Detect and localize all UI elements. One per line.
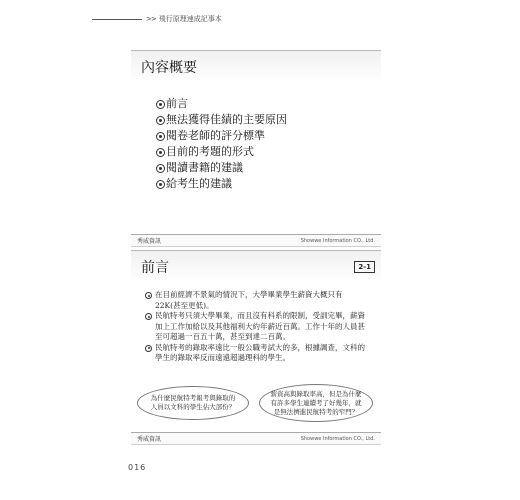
running-head-arrows: >> — [146, 15, 156, 23]
contents-item-label: 目前的考題的形式 — [166, 145, 254, 158]
running-head — [92, 12, 222, 26]
running-head-rule — [92, 19, 142, 20]
circle-bullet-icon — [156, 100, 165, 109]
footer-publisher: 秀威資訊 — [137, 238, 162, 245]
question-bubble-left: 為什麼民航特考報考與錄取的人員以文科的學生佔大部份？ — [137, 386, 249, 420]
circle-bullet-icon — [145, 292, 152, 299]
contents-item — [156, 112, 287, 128]
slide-introduction — [131, 250, 381, 445]
footer-company: Showwe Information CO., Ltd. — [300, 435, 375, 442]
bullet-text: 民航特考的錄取率遠比一般公職考試大的多，根據調查，文科的學生的錄取率反而遠遠超過理科的學生。 — [155, 342, 365, 362]
slide-header — [131, 50, 381, 82]
running-head-title: 飛行原理速成記事本 — [158, 15, 222, 23]
question-bubble-right: 薪資高與錄取率高，但是為什麼有許多學生連續考了好幾年，就是無法擠進民航特考的窄門？ — [259, 384, 373, 422]
contents-item — [156, 176, 287, 192]
bullet-item — [145, 311, 365, 343]
contents-item — [156, 144, 287, 160]
footer-company: Showwe Information CO., Ltd. — [300, 237, 375, 244]
circle-bullet-icon — [145, 345, 152, 352]
slide-footer — [131, 234, 381, 246]
slide-title: 內容概要 — [141, 59, 197, 76]
circle-bullet-icon — [156, 180, 165, 189]
bullet-item — [145, 343, 365, 364]
bullet-text: 在目前經濟不景氣的情況下，大學畢業學生薪資大概只有22K(甚至更低)。 — [155, 290, 343, 310]
slide-number-badge: 2-1 — [354, 261, 375, 273]
bullet-item — [145, 290, 365, 311]
intro-bullet-list — [145, 290, 365, 364]
circle-bullet-icon — [156, 148, 165, 157]
circle-bullet-icon — [156, 164, 165, 173]
contents-list — [156, 96, 287, 192]
slide-contents-overview — [131, 50, 381, 247]
footer-publisher: 秀威資訊 — [137, 436, 162, 443]
slide-footer — [131, 432, 381, 444]
contents-item-label: 閱卷老師的評分標準 — [166, 129, 265, 142]
circle-bullet-icon — [145, 313, 152, 320]
slide-title: 前言 — [141, 259, 169, 276]
contents-item — [156, 96, 287, 112]
slide-header — [131, 250, 381, 282]
bullet-text: 民航特考只須大學畢業，而且沒有科系的限制，受訓完畢，薪資加上工作加給以及其他福利大約年薪近百萬。工作十年的人員甚至可超過一百五十萬，甚至到達二百萬。 — [155, 311, 365, 341]
contents-item — [156, 128, 287, 144]
contents-item — [156, 160, 287, 176]
contents-item-label: 閱讀書籍的建議 — [166, 161, 243, 174]
contents-item-label: 給考生的建議 — [166, 177, 232, 190]
contents-item-label: 前言 — [166, 97, 188, 110]
circle-bullet-icon — [156, 116, 165, 125]
contents-item-label: 無法獲得佳績的主要原因 — [166, 113, 287, 126]
circle-bullet-icon — [156, 132, 165, 141]
page-number: 016 — [128, 463, 147, 472]
